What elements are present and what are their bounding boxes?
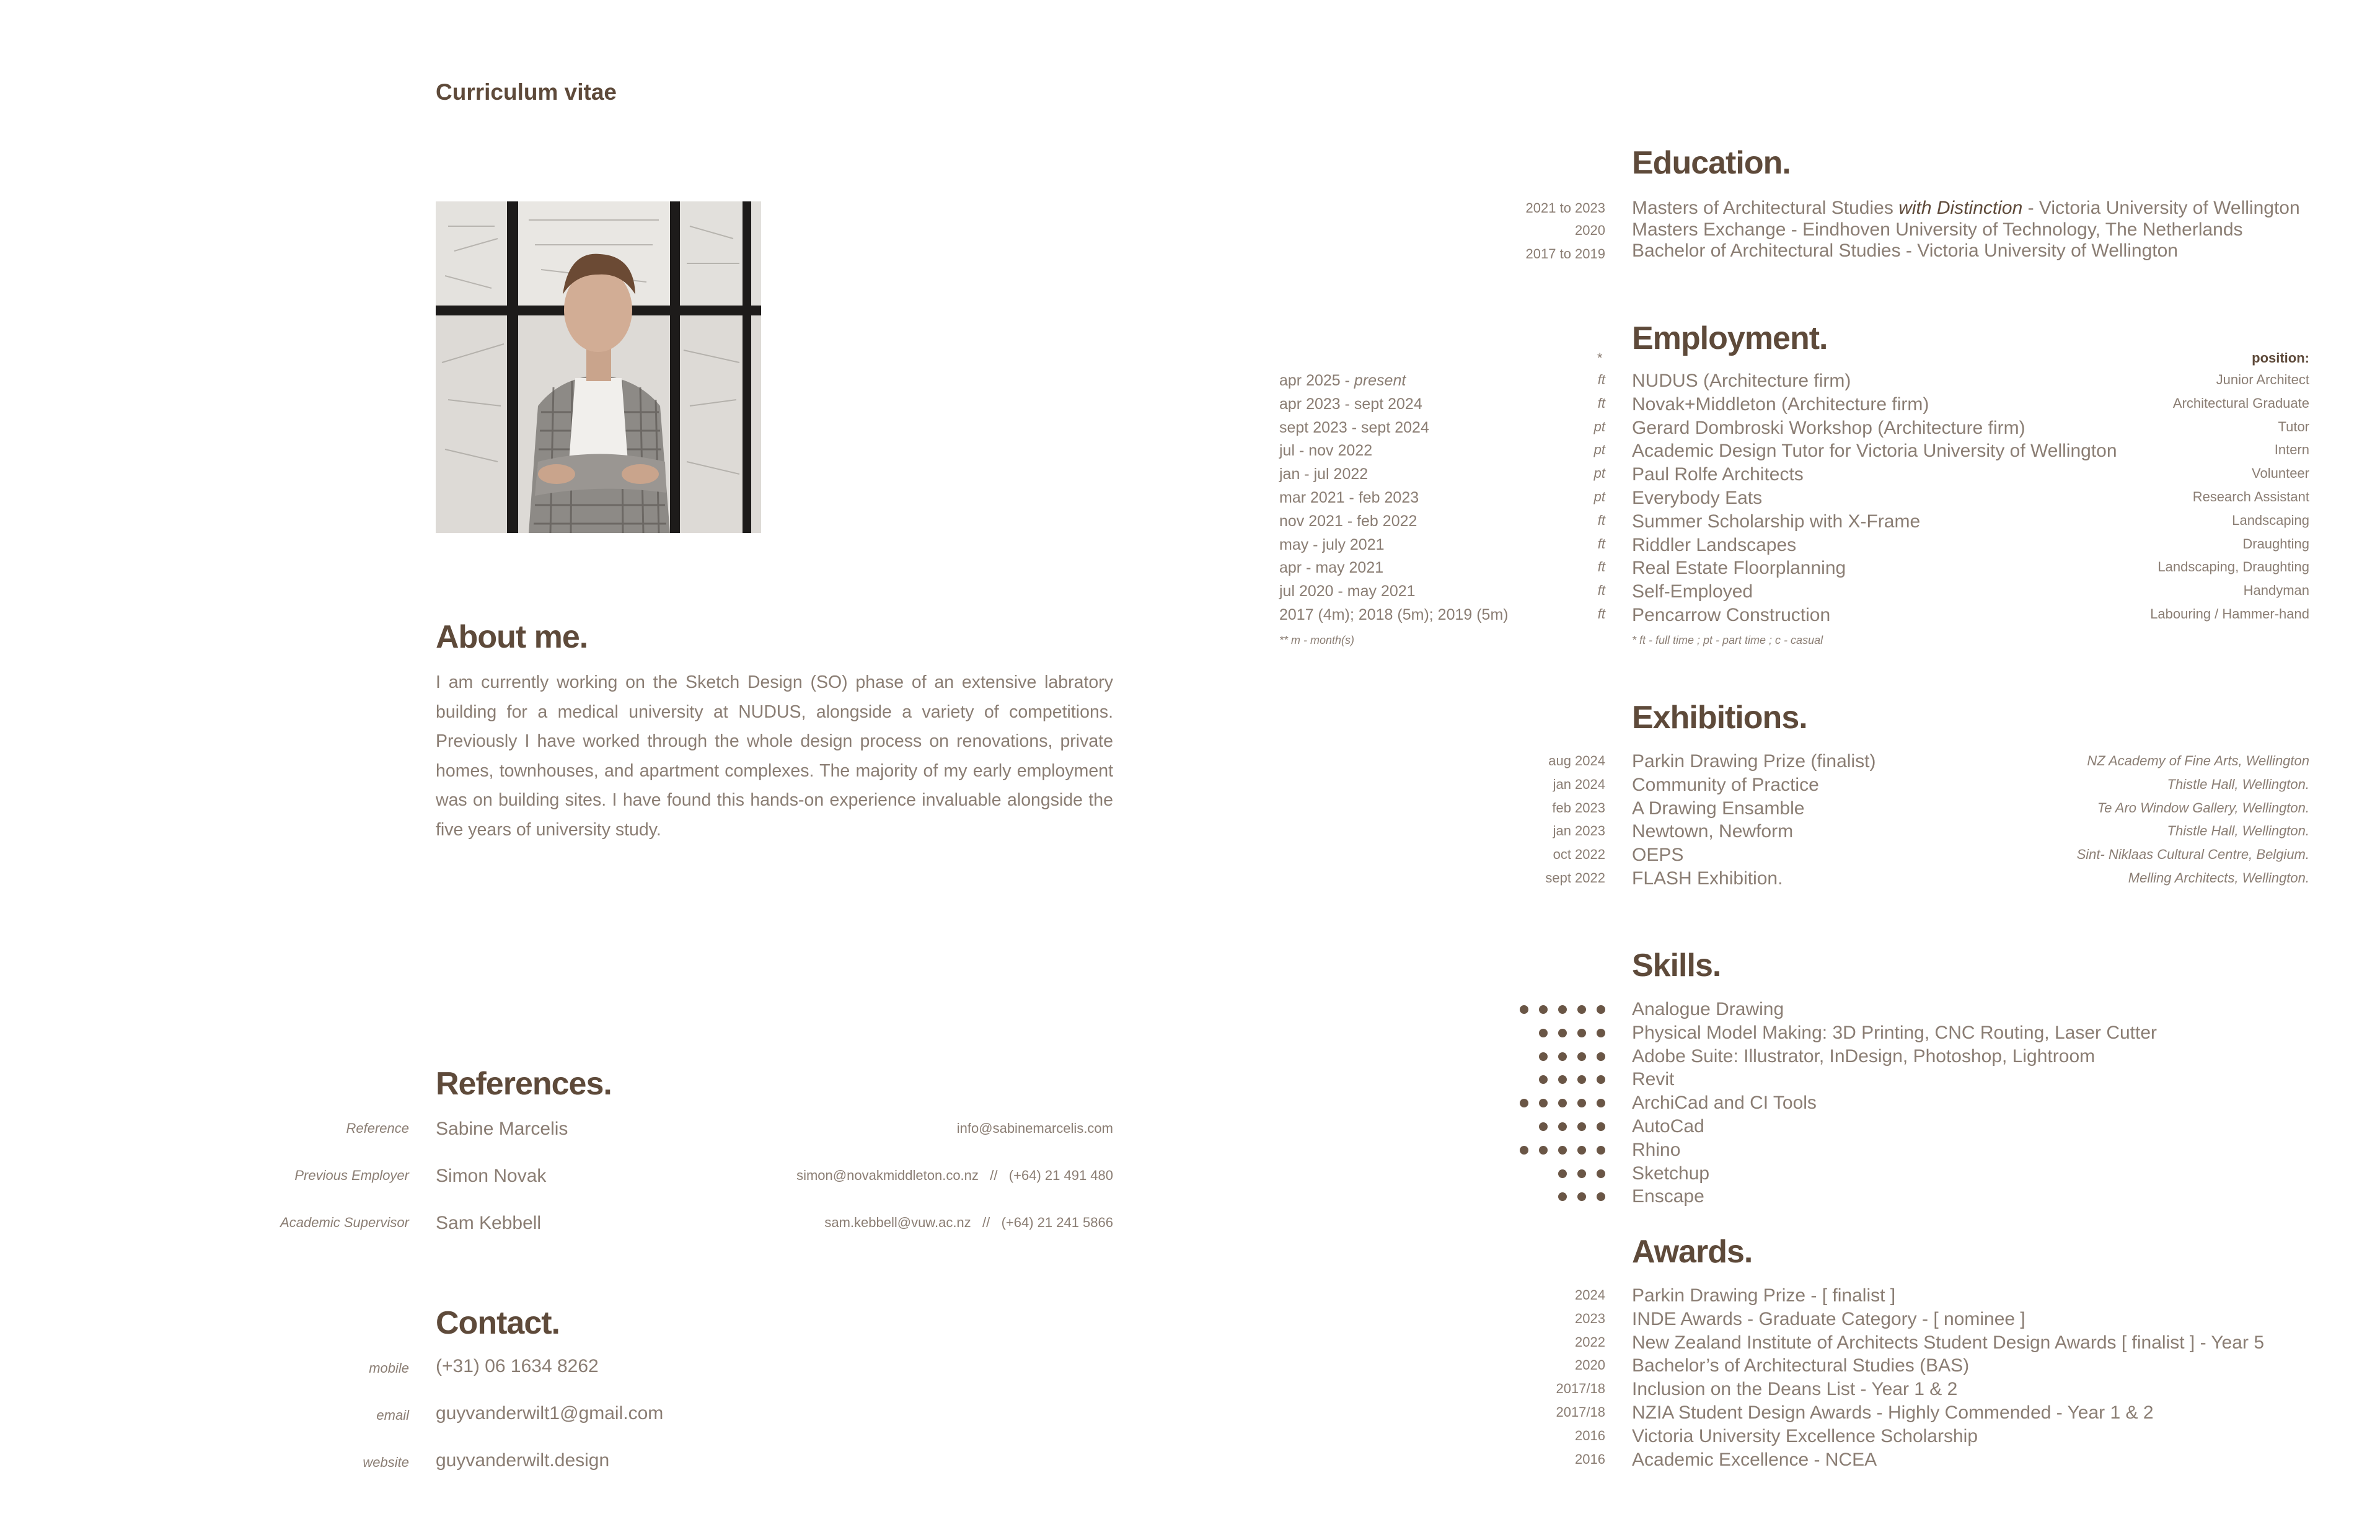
employment-type: ft bbox=[1597, 536, 1605, 552]
award-title: INDE Awards - Graduate Category - [ nominee ] bbox=[1632, 1309, 2025, 1329]
award-title: NZIA Student Design Awards - Highly Commended - Year 1 & 2 bbox=[1632, 1402, 2154, 1423]
skill-level-dot bbox=[1597, 1146, 1605, 1155]
skill-level-dot bbox=[1558, 1192, 1567, 1201]
employment-dates bbox=[1279, 467, 1368, 482]
skill-level-dots bbox=[1488, 1099, 1605, 1107]
exhibition-date: feb 2023 bbox=[1552, 800, 1605, 816]
education-date: 2021 to 2023 bbox=[1525, 200, 1605, 216]
employment-employer: Gerard Dombroski Workshop (Architecture firm) bbox=[1632, 418, 2025, 438]
exhibition-venue: Te Aro Window Gallery, Wellington. bbox=[2097, 800, 2309, 816]
employment-dates-text: jan - jul 2022 bbox=[1279, 465, 1368, 483]
reference-contact[interactable]: info@sabinemarcelis.com bbox=[956, 1120, 1113, 1136]
employment-dates-text: 2017 (4m); 2018 (5m); 2019 (5m) bbox=[1279, 606, 1509, 623]
employment-dates bbox=[1279, 443, 1372, 459]
reference-role: Reference bbox=[346, 1120, 409, 1136]
award-year: 2022 bbox=[1575, 1334, 1605, 1350]
award-year: 2017/18 bbox=[1556, 1404, 1605, 1420]
employment-type: ft bbox=[1597, 372, 1605, 387]
employment-position-header: position: bbox=[2252, 350, 2309, 366]
employment-dates-text: may - july 2021 bbox=[1279, 536, 1385, 553]
skill-level-dots bbox=[1488, 1169, 1605, 1178]
education-date: 2017 to 2019 bbox=[1525, 246, 1605, 262]
employment-employer: Everybody Eats bbox=[1632, 488, 1763, 508]
skill-name: Adobe Suite: Illustrator, InDesign, Photoshop, Lightroom bbox=[1632, 1046, 2096, 1067]
education-item bbox=[1632, 221, 2243, 239]
employment-type: ft bbox=[1597, 559, 1605, 574]
employment-position: Tutor bbox=[2278, 419, 2309, 434]
exhibition-title: OEPS bbox=[1632, 845, 1684, 865]
contact-label-email: email bbox=[376, 1407, 409, 1423]
award-title: New Zealand Institute of Architects Student Design Awards [ finalist ] - Year 5 bbox=[1632, 1332, 2264, 1353]
employment-dates bbox=[1279, 607, 1509, 623]
award-year: 2016 bbox=[1575, 1451, 1605, 1467]
employment-type: ft bbox=[1597, 583, 1605, 598]
skill-level-dot bbox=[1597, 1005, 1605, 1014]
exhibition-date: oct 2022 bbox=[1553, 847, 1605, 862]
skill-name: Enscape bbox=[1632, 1186, 1704, 1207]
skill-level-dots bbox=[1488, 1122, 1605, 1131]
education-text: - Victoria University of Wellington bbox=[2022, 198, 2300, 218]
skill-name: Revit bbox=[1632, 1069, 1675, 1089]
award-title: Inclusion on the Deans List - Year 1 & 2 bbox=[1632, 1379, 1958, 1399]
skill-level-dot bbox=[1597, 1029, 1605, 1037]
skill-level-dot bbox=[1539, 1146, 1548, 1155]
employment-type: pt bbox=[1593, 489, 1605, 504]
references-heading: References. bbox=[436, 1066, 612, 1102]
employment-dates-text: mar 2021 - feb 2023 bbox=[1279, 489, 1419, 506]
skill-level-dot bbox=[1597, 1169, 1605, 1178]
employment-dates bbox=[1279, 420, 1429, 436]
skill-level-dot bbox=[1577, 1122, 1586, 1131]
education-heading: Education. bbox=[1632, 145, 1791, 181]
about-paragraph: I am currently working on the Sketch Design (SO) phase of an extensive labratory building for a medical university at NUDUS, alongside a variety of competitions. Previously I have worked through the whole design process on renovations, private homes, townhouses, and apartment complexes. The majority of my early employment was on building sites. I have found this hands-on experience invaluable alongside the five years of university study. bbox=[436, 672, 1113, 840]
contact-email[interactable]: guyvanderwilt1@gmail.com bbox=[436, 1403, 664, 1423]
exhibition-title: A Drawing Ensamble bbox=[1632, 798, 1805, 819]
employment-position: Handyman bbox=[2243, 583, 2309, 598]
skill-level-dots bbox=[1488, 1192, 1605, 1201]
skill-level-dot bbox=[1539, 1052, 1548, 1061]
skill-level-dots bbox=[1488, 1029, 1605, 1037]
employment-position: Landscaping bbox=[2232, 513, 2309, 528]
exhibition-date: jan 2024 bbox=[1553, 777, 1605, 792]
employment-dates bbox=[1279, 490, 1419, 506]
exhibitions-heading: Exhibitions. bbox=[1632, 700, 1807, 736]
employment-footnote-right: * ft - full time ; pt - part time ; c - casual bbox=[1632, 634, 1823, 646]
skill-level-dot bbox=[1597, 1192, 1605, 1201]
contact-label-website: website bbox=[363, 1454, 409, 1470]
skill-level-dot bbox=[1577, 1052, 1586, 1061]
exhibition-venue: Sint- Niklaas Cultural Centre, Belgium. bbox=[2076, 847, 2309, 862]
employment-dates-text: jul 2020 - may 2021 bbox=[1279, 583, 1416, 600]
skill-level-dot bbox=[1539, 1029, 1548, 1037]
employment-employer: Riddler Landscapes bbox=[1632, 535, 1797, 555]
employment-employer: Academic Design Tutor for Victoria University of Wellington bbox=[1632, 441, 2117, 461]
skill-level-dot bbox=[1597, 1075, 1605, 1084]
employment-position: Volunteer bbox=[2252, 465, 2309, 481]
skill-level-dot bbox=[1539, 1122, 1548, 1131]
skill-name: Rhino bbox=[1632, 1140, 1681, 1160]
skill-level-dot bbox=[1558, 1005, 1567, 1014]
exhibition-venue: Melling Architects, Wellington. bbox=[2128, 870, 2309, 886]
skill-level-dot bbox=[1558, 1075, 1567, 1084]
exhibition-title: FLASH Exhibition. bbox=[1632, 868, 1783, 889]
contact-heading: Contact. bbox=[436, 1305, 560, 1341]
exhibition-title: Community of Practice bbox=[1632, 775, 1819, 795]
contact-label-mobile: mobile bbox=[369, 1360, 409, 1376]
education-text: Bachelor of Architectural Studies - Victoria University of Wellington bbox=[1632, 240, 2178, 261]
employment-dates bbox=[1279, 584, 1416, 599]
skill-level-dot bbox=[1539, 1099, 1548, 1107]
skill-level-dots bbox=[1488, 1146, 1605, 1155]
skill-level-dot bbox=[1597, 1099, 1605, 1107]
employment-type-header: * bbox=[1597, 350, 1602, 366]
award-title: Parkin Drawing Prize - [ finalist ] bbox=[1632, 1285, 1896, 1306]
skill-name: AutoCad bbox=[1632, 1116, 1704, 1137]
employment-dates-text: jul - nov 2022 bbox=[1279, 442, 1373, 459]
awards-heading: Awards. bbox=[1632, 1234, 1753, 1270]
award-title: Academic Excellence - NCEA bbox=[1632, 1450, 1877, 1470]
employment-employer: Paul Rolfe Architects bbox=[1632, 464, 1804, 485]
employment-position: Architectural Graduate bbox=[2172, 395, 2309, 411]
skill-level-dot bbox=[1558, 1169, 1567, 1178]
skill-level-dot bbox=[1577, 1029, 1586, 1037]
exhibition-date: aug 2024 bbox=[1548, 753, 1605, 768]
skill-level-dot bbox=[1597, 1052, 1605, 1061]
skill-name: Sketchup bbox=[1632, 1163, 1710, 1184]
employment-employer: Pencarrow Construction bbox=[1632, 605, 1831, 625]
award-year: 2020 bbox=[1575, 1357, 1605, 1373]
skill-level-dot bbox=[1577, 1075, 1586, 1084]
employment-dates bbox=[1279, 560, 1383, 576]
employment-employer: NUDUS (Architecture firm) bbox=[1632, 371, 1851, 391]
employment-type: pt bbox=[1593, 442, 1605, 457]
skill-name: Analogue Drawing bbox=[1632, 999, 1784, 1019]
education-item bbox=[1632, 199, 2300, 218]
education-distinction: with Distinction bbox=[1898, 198, 2023, 218]
employment-footnote-left: ** m - month(s) bbox=[1279, 634, 1355, 646]
employment-employer: Self-Employed bbox=[1632, 581, 1753, 602]
skill-level-dot bbox=[1520, 1005, 1528, 1014]
skill-level-dot bbox=[1558, 1099, 1567, 1107]
employment-position: Intern bbox=[2274, 442, 2309, 457]
skill-level-dot bbox=[1558, 1146, 1567, 1155]
exhibition-venue: NZ Academy of Fine Arts, Wellington bbox=[2087, 753, 2309, 768]
employment-dates-text: sept 2023 - sept 2024 bbox=[1279, 419, 1429, 436]
award-year: 2023 bbox=[1575, 1311, 1605, 1326]
skill-level-dots bbox=[1488, 1005, 1605, 1014]
exhibition-title: Parkin Drawing Prize (finalist) bbox=[1632, 751, 1876, 772]
employment-dates-present: present bbox=[1354, 372, 1406, 389]
contact-website[interactable]: guyvanderwilt.design bbox=[436, 1450, 610, 1471]
employment-position: Landscaping, Draughting bbox=[2157, 559, 2309, 574]
award-year: 2016 bbox=[1575, 1428, 1605, 1443]
employment-dates-text: apr 2023 - sept 2024 bbox=[1279, 395, 1422, 413]
reference-name: Simon Novak bbox=[436, 1166, 547, 1186]
employment-position: Draughting bbox=[2242, 536, 2309, 552]
exhibition-title: Newtown, Newform bbox=[1632, 821, 1794, 842]
employment-type: ft bbox=[1597, 513, 1605, 528]
skill-level-dot bbox=[1520, 1099, 1528, 1107]
skills-heading: Skills. bbox=[1632, 948, 1721, 983]
reference-role: Academic Supervisor bbox=[280, 1215, 409, 1230]
employment-type: pt bbox=[1593, 465, 1605, 481]
employment-type: ft bbox=[1597, 606, 1605, 622]
employment-position: Research Assistant bbox=[2192, 489, 2309, 504]
skill-level-dot bbox=[1597, 1122, 1605, 1131]
skill-level-dots bbox=[1488, 1052, 1605, 1061]
employment-heading: Employment. bbox=[1632, 320, 1828, 356]
skill-level-dot bbox=[1577, 1192, 1586, 1201]
employment-employer: Real Estate Floorplanning bbox=[1632, 558, 1846, 578]
skill-level-dot bbox=[1577, 1099, 1586, 1107]
skill-level-dot bbox=[1577, 1005, 1586, 1014]
skill-level-dot bbox=[1539, 1005, 1548, 1014]
reference-contact[interactable]: sam.kebbell@vuw.ac.nz // (+64) 21 241 5866 bbox=[824, 1215, 1113, 1230]
skill-level-dot bbox=[1558, 1122, 1567, 1131]
exhibition-venue: Thistle Hall, Wellington. bbox=[2167, 823, 2309, 838]
employment-dates bbox=[1279, 373, 1406, 389]
education-text: Masters of Architectural Studies bbox=[1632, 198, 1899, 218]
education-item bbox=[1632, 242, 2178, 260]
skill-level-dot bbox=[1558, 1029, 1567, 1037]
employment-position: Junior Architect bbox=[2216, 372, 2309, 387]
reference-role: Previous Employer bbox=[294, 1168, 409, 1183]
award-title: Victoria University Excellence Scholarship bbox=[1632, 1426, 1978, 1446]
document-title: Curriculum vitae bbox=[436, 79, 617, 105]
employment-position: Labouring / Hammer-hand bbox=[2150, 606, 2309, 622]
employment-dates-text: apr 2025 - bbox=[1279, 372, 1354, 389]
award-year: 2024 bbox=[1575, 1287, 1605, 1303]
employment-type: pt bbox=[1593, 419, 1605, 434]
education-date: 2020 bbox=[1575, 222, 1605, 238]
about-heading: About me. bbox=[436, 619, 588, 655]
exhibition-venue: Thistle Hall, Wellington. bbox=[2167, 777, 2309, 792]
award-title: Bachelor’s of Architectural Studies (BAS) bbox=[1632, 1355, 1970, 1376]
employment-dates bbox=[1279, 537, 1385, 553]
exhibition-date: sept 2022 bbox=[1545, 870, 1605, 886]
skill-level-dot bbox=[1520, 1146, 1528, 1155]
skill-name: ArchiCad and CI Tools bbox=[1632, 1093, 1817, 1113]
employment-employer: Summer Scholarship with X-Frame bbox=[1632, 511, 1921, 532]
skill-level-dot bbox=[1539, 1075, 1548, 1084]
portrait-photo bbox=[436, 201, 761, 533]
reference-name: Sam Kebbell bbox=[436, 1213, 542, 1233]
employment-dates bbox=[1279, 397, 1422, 412]
skill-level-dot bbox=[1577, 1169, 1586, 1178]
employment-dates bbox=[1279, 514, 1417, 529]
exhibition-date: jan 2023 bbox=[1553, 823, 1605, 838]
employment-employer: Novak+Middleton (Architecture firm) bbox=[1632, 394, 1929, 415]
employment-dates-text: apr - may 2021 bbox=[1279, 559, 1384, 576]
education-text: Masters Exchange - Eindhoven University of Technology, The Netherlands bbox=[1632, 219, 2243, 240]
reference-contact[interactable]: simon@novakmiddleton.co.nz // (+64) 21 491 480 bbox=[796, 1168, 1113, 1183]
contact-mobile[interactable]: (+31) 06 1634 8262 bbox=[436, 1356, 599, 1376]
skill-level-dots bbox=[1488, 1075, 1605, 1084]
employment-dates-text: nov 2021 - feb 2022 bbox=[1279, 513, 1417, 530]
skill-name: Physical Model Making: 3D Printing, CNC Routing, Laser Cutter bbox=[1632, 1023, 2157, 1043]
skill-level-dot bbox=[1577, 1146, 1586, 1155]
award-year: 2017/18 bbox=[1556, 1381, 1605, 1396]
employment-type: ft bbox=[1597, 395, 1605, 411]
skill-level-dot bbox=[1558, 1052, 1567, 1061]
reference-name: Sabine Marcelis bbox=[436, 1119, 568, 1139]
